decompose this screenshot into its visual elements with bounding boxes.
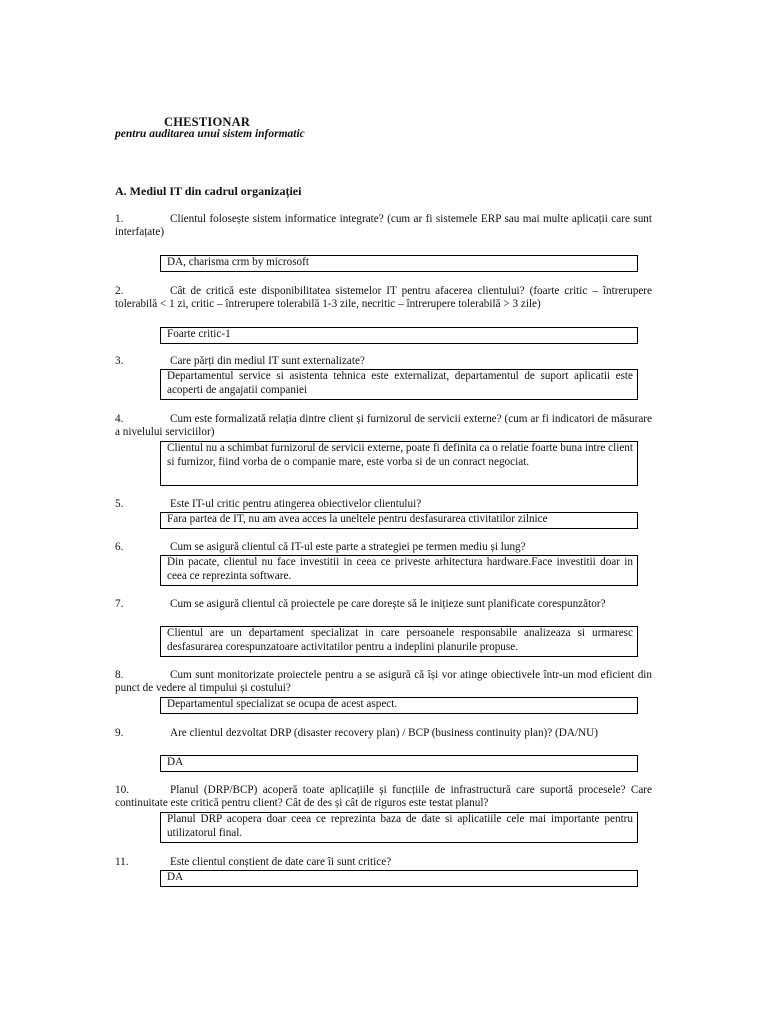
- question-number: 7.: [115, 598, 124, 610]
- question-number: 3.: [115, 355, 124, 367]
- question-2: [115, 285, 652, 311]
- answer-box-11[interactable]: DA: [160, 870, 638, 887]
- answer-box-1[interactable]: DA, charisma crm by microsoft: [160, 255, 638, 272]
- question-7: [115, 598, 652, 611]
- question-5: [115, 498, 652, 511]
- document-subtitle: pentru auditarea unui sistem informatic: [115, 128, 305, 140]
- answer-box-3[interactable]: Departamentul service si asistenta tehnica este externalizat, departamentul de suport aplicatii este acoperti de angajatii companiei: [160, 369, 638, 400]
- question-3: [115, 355, 652, 368]
- question-text: Cum se asigură clientul că IT-ul este parte a strategiei pe termen mediu și lung?: [170, 541, 526, 553]
- question-1: [115, 213, 652, 239]
- answer-box-7[interactable]: Clientul are un departament specializat in care persoanele responsabile analizeaza si urmaresc desfasurarea corespunzatoare activitatilor pentru a indeplini planurile propuse.: [160, 626, 638, 657]
- question-9: [115, 727, 652, 740]
- question-number: 1.: [115, 213, 124, 225]
- question-text: Are clientul dezvoltat DRP (disaster recovery plan) / BCP (business continuity plan)? (DA/NU): [170, 727, 598, 739]
- question-text: Planul (DRP/BCP) acoperă toate aplicațiile și funcțiile de infrastructură care suportă procesele? Care continuitate este critică pentru client? Cât de des și cât de riguros este testat planul?: [115, 784, 652, 809]
- question-text: Este IT-ul critic pentru atingerea obiectivelor clientului?: [170, 498, 422, 510]
- question-number: 5.: [115, 498, 124, 510]
- question-text: Cum se asigură clientul că proiectele pe care dorește să le inițieze sunt planificate corespunzător?: [170, 598, 606, 610]
- question-text: Este clientul conștient de date care îi sunt critice?: [170, 856, 392, 868]
- answer-box-2[interactable]: Foarte critic-1: [160, 327, 638, 344]
- question-text: Cum sunt monitorizate proiectele pentru a se asigură că își vor atinge obiectivele într-un mod eficient din punct de vedere al timpului și costului?: [115, 669, 652, 694]
- question-text: Clientul folosește sistem informatice integrate? (cum ar fi sistemele ERP sau mai multe aplicații care sunt interfațate): [115, 213, 652, 238]
- answer-box-8[interactable]: Departamentul specializat se ocupa de acest aspect.: [160, 697, 638, 714]
- answer-box-9[interactable]: DA: [160, 755, 638, 772]
- question-text: Cât de critică este disponibilitatea sistemelor IT pentru afacerea clientului? (foarte critic – întrerupere tolerabilă < 1 zi, critic – întrerupere tolerabilă 1-3 zile, necritic – întrerupere tolerabilă > 3 zile): [115, 285, 652, 310]
- question-number: 2.: [115, 285, 124, 297]
- question-10: [115, 784, 652, 810]
- section-heading: A. Mediul IT din cadrul organizației: [115, 184, 302, 198]
- answer-box-10[interactable]: Planul DRP acopera doar ceea ce reprezinta baza de date si aplicatiile cele mai importante pentru utilizatorul final.: [160, 812, 638, 843]
- question-8: [115, 669, 652, 695]
- question-number: 10.: [115, 784, 129, 796]
- question-number: 6.: [115, 541, 124, 553]
- answer-box-6[interactable]: Din pacate, clientul nu face investitii in ceea ce priveste arhitectura hardware.Face investitii doar in ceea ce reprezinta software.: [160, 555, 638, 586]
- question-text: Cum este formalizată relația dintre client și furnizorul de servicii externe? (cum ar fi indicatori de măsurare a nivelului serviciilor): [115, 413, 652, 438]
- question-4: [115, 413, 652, 439]
- answer-box-5[interactable]: Fara partea de IT, nu am avea acces la uneltele pentru desfasurarea ctivitatilor zilnice: [160, 512, 638, 529]
- document-title: CHESTIONAR: [164, 115, 251, 129]
- question-number: 8.: [115, 669, 124, 681]
- question-number: 4.: [115, 413, 124, 425]
- question-6: [115, 541, 652, 554]
- question-text: Care părți din mediul IT sunt externalizate?: [170, 355, 365, 367]
- question-number: 9.: [115, 727, 124, 739]
- question-11: [115, 856, 652, 869]
- question-number: 11.: [115, 856, 129, 868]
- answer-box-4[interactable]: Clientul nu a schimbat furnizorul de servicii externe, poate fi definita ca o relatie foarte buna intre client si furnizor, fiind vorba de o companie mare, este vorba si de un conract negociat.: [160, 441, 638, 486]
